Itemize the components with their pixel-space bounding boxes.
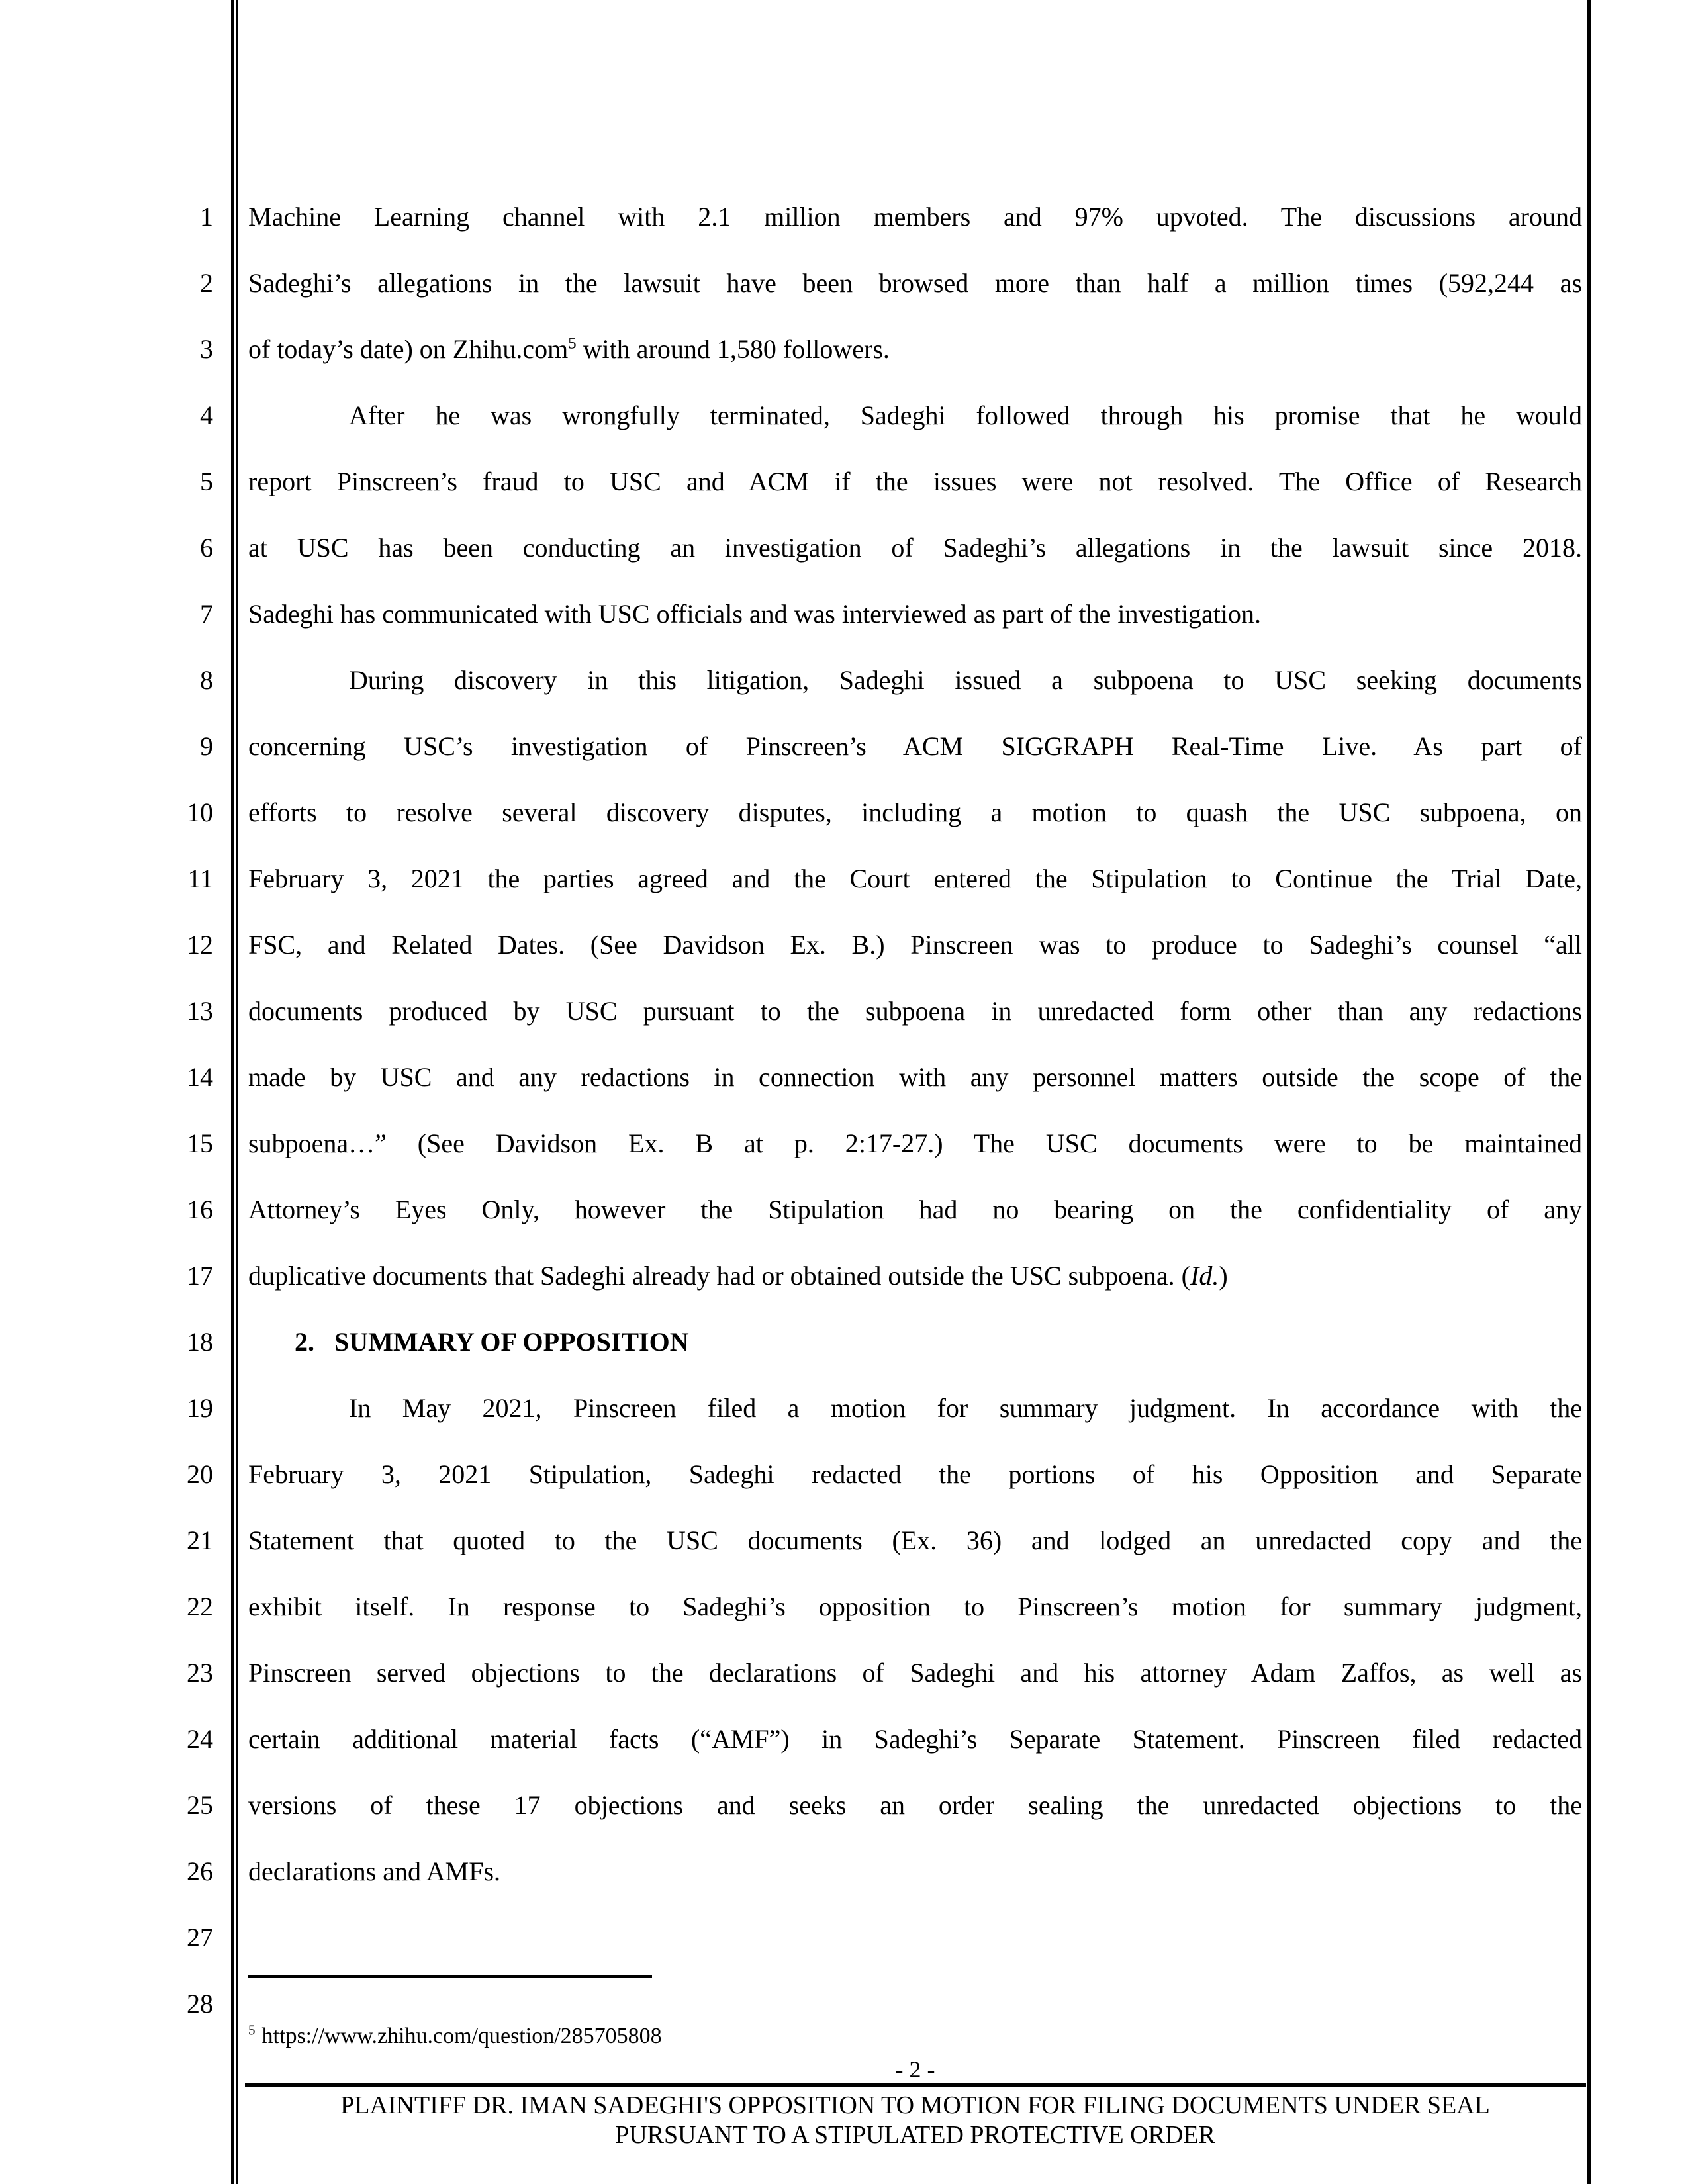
line-text — [248, 184, 1582, 250]
page-number: - 2 - — [895, 2056, 935, 2083]
line-row — [0, 1574, 1582, 1640]
line-text — [248, 1640, 1582, 1706]
line-text-run: SUMMARY OF OPPOSITION — [334, 1327, 689, 1357]
line-text-run: 2. — [295, 1327, 314, 1357]
line-row — [0, 449, 1582, 515]
line-row — [0, 1706, 1582, 1772]
footnote-separator-rule — [248, 1975, 652, 1978]
line-number: 4 — [200, 400, 213, 430]
line-text — [248, 1574, 1582, 1640]
line-text — [248, 1706, 1582, 1772]
line-number: 21 — [187, 1525, 213, 1555]
line-number: 19 — [187, 1393, 213, 1423]
line-text — [248, 1177, 1582, 1243]
line-text-run: Pinscreen served objections to the declarations of Sadeghi and his attorney Adam Zaffos, as well as — [248, 1658, 1582, 1688]
line-text-run: Id. — [1190, 1261, 1219, 1291]
footnote — [248, 2020, 1582, 2053]
line-text — [248, 1044, 1582, 1111]
line-row — [0, 647, 1582, 713]
line-number: 17 — [187, 1261, 213, 1291]
line-number: 20 — [187, 1459, 213, 1489]
line-text — [248, 383, 1582, 449]
line-row — [0, 1905, 1582, 1971]
line-number: 12 — [187, 930, 213, 960]
right-rule — [1587, 0, 1591, 2184]
line-row — [0, 1508, 1582, 1574]
line-number: 9 — [200, 731, 213, 761]
line-text-run: Sadeghi has communicated with USC officials and was interviewed as part of the investigation. — [248, 599, 1262, 629]
line-row — [0, 780, 1582, 846]
line-number: 6 — [200, 533, 213, 563]
line-text-run: concerning USC’s investigation of Pinscreen’s ACM SIGGRAPH Real-Time Live. As part of — [248, 731, 1582, 761]
line-number: 15 — [187, 1128, 213, 1158]
line-number: 13 — [187, 996, 213, 1026]
line-text-run: certain additional material facts (“AMF”) in Sadeghi’s Separate Statement. Pinscreen filed redacted — [248, 1724, 1582, 1754]
line-row — [0, 846, 1582, 912]
line-text-run: versions of these 17 objections and seeks an order sealing the unredacted objections to the — [248, 1790, 1582, 1820]
line-text — [248, 1111, 1582, 1177]
line-number: 16 — [187, 1195, 213, 1224]
line-row — [0, 1111, 1582, 1177]
footer-title-line-1: PLAINTIFF DR. IMAN SADEGHI'S OPPOSITION TO MOTION FOR FILING DOCUMENTS UNDER SEAL — [340, 2091, 1490, 2119]
line-text — [248, 1839, 1582, 1905]
line-text-run: After he was wrongfully terminated, Sadeghi followed through his promise that he would — [349, 400, 1582, 430]
line-text — [248, 846, 1582, 912]
line-text-run: with around 1,580 followers. — [576, 334, 890, 364]
line-row — [0, 1441, 1582, 1508]
line-number: 8 — [200, 665, 213, 695]
line-row — [0, 1309, 1582, 1375]
line-number: 28 — [187, 1989, 213, 2019]
footer-title — [248, 2091, 1582, 2150]
line-text — [248, 515, 1582, 581]
line-number: 1 — [200, 202, 213, 232]
line-row — [0, 1839, 1582, 1905]
line-text — [248, 1905, 1582, 1971]
line-text — [248, 449, 1582, 515]
line-text — [248, 780, 1582, 846]
footer-title-line-2: PURSUANT TO A STIPULATED PROTECTIVE ORDER — [615, 2121, 1215, 2149]
line-text — [248, 1375, 1582, 1441]
line-text-run: report Pinscreen’s fraud to USC and ACM if the issues were not resolved. The Office of Research — [248, 467, 1582, 496]
line-number: 25 — [187, 1790, 213, 1820]
footer-rule — [245, 2083, 1586, 2087]
line-text-run: ) — [1219, 1261, 1228, 1291]
footnote-url: https://www.zhihu.com/question/285705808 — [261, 2024, 662, 2048]
line-number: 11 — [187, 864, 213, 893]
line-text — [248, 1243, 1582, 1309]
line-row — [0, 383, 1582, 449]
line-text-run: of today’s date) on Zhihu.com — [248, 334, 569, 364]
line-text — [248, 912, 1582, 978]
line-row — [0, 250, 1582, 316]
line-text-run: Machine Learning channel with 2.1 million members and 97% upvoted. The discussions around — [248, 202, 1582, 232]
line-row — [0, 1243, 1582, 1309]
line-text-run: FSC, and Related Dates. (See Davidson Ex. B.) Pinscreen was to produce to Sadeghi’s counsel “all — [248, 930, 1582, 960]
line-number: 27 — [187, 1923, 213, 1952]
line-text-run: In May 2021, Pinscreen filed a motion for summary judgment. In accordance with the — [349, 1393, 1582, 1423]
line-text-run: Attorney’s Eyes Only, however the Stipulation had no bearing on the confidentiality of any — [248, 1195, 1582, 1224]
line-row — [0, 713, 1582, 780]
line-text-run: Statement that quoted to the USC documents (Ex. 36) and lodged an unredacted copy and the — [248, 1525, 1582, 1555]
line-number: 2 — [200, 268, 213, 298]
line-number: 14 — [187, 1062, 213, 1092]
line-row — [0, 1375, 1582, 1441]
line-number: 10 — [187, 797, 213, 827]
line-text — [248, 647, 1582, 713]
line-text — [248, 581, 1582, 647]
line-text-run: at USC has been conducting an investigation of Sadeghi’s allegations in the lawsuit since 2018. — [248, 533, 1582, 563]
line-row — [0, 1640, 1582, 1706]
line-row — [0, 978, 1582, 1044]
line-text — [248, 1441, 1582, 1508]
line-row — [0, 1177, 1582, 1243]
line-text-run: February 3, 2021 Stipulation, Sadeghi redacted the portions of his Opposition and Separate — [248, 1459, 1582, 1489]
line-number: 22 — [187, 1592, 213, 1621]
line-text-run: During discovery in this litigation, Sadeghi issued a subpoena to USC seeking documents — [349, 665, 1582, 695]
line-row — [0, 316, 1582, 383]
line-text — [248, 316, 1582, 383]
line-row — [0, 581, 1582, 647]
footnote-marker: 5 — [248, 2022, 256, 2038]
line-text — [248, 1772, 1582, 1839]
line-number: 5 — [200, 467, 213, 496]
line-text-run: Sadeghi’s allegations in the lawsuit have been browsed more than half a million times (592,244 as — [248, 268, 1582, 298]
line-row — [0, 184, 1582, 250]
line-row — [0, 912, 1582, 978]
line-text-run: documents produced by USC pursuant to the subpoena in unredacted form other than any redactions — [248, 996, 1582, 1026]
line-number: 26 — [187, 1856, 213, 1886]
line-number: 23 — [187, 1658, 213, 1688]
line-number: 3 — [200, 334, 213, 364]
line-text-run: February 3, 2021 the parties agreed and the Court entered the Stipulation to Continue the Trial Date, — [248, 864, 1582, 893]
line-text-run: made by USC and any redactions in connection with any personnel matters outside the scope of the — [248, 1062, 1582, 1092]
line-text-run: subpoena…” (See Davidson Ex. B at p. 2:17-27.) The USC documents were to be maintained — [248, 1128, 1582, 1158]
line-number: 18 — [187, 1327, 213, 1357]
line-number: 24 — [187, 1724, 213, 1754]
line-text — [248, 1508, 1582, 1574]
line-text-run: duplicative documents that Sadeghi already had or obtained outside the USC subpoena. ( — [248, 1261, 1190, 1291]
line-text-run: declarations and AMFs. — [248, 1856, 501, 1886]
line-text — [248, 1309, 1582, 1375]
line-row — [0, 515, 1582, 581]
line-text-run: 5 — [568, 334, 577, 353]
line-text — [248, 978, 1582, 1044]
line-text — [248, 250, 1582, 316]
line-row — [0, 1772, 1582, 1839]
line-rows — [0, 184, 1582, 2037]
line-row — [0, 1044, 1582, 1111]
line-text-run: exhibit itself. In response to Sadeghi’s opposition to Pinscreen’s motion for summary judgment, — [248, 1592, 1582, 1621]
line-text — [248, 713, 1582, 780]
line-text-run: efforts to resolve several discovery disputes, including a motion to quash the USC subpoena, on — [248, 797, 1582, 827]
line-number: 7 — [200, 599, 213, 629]
